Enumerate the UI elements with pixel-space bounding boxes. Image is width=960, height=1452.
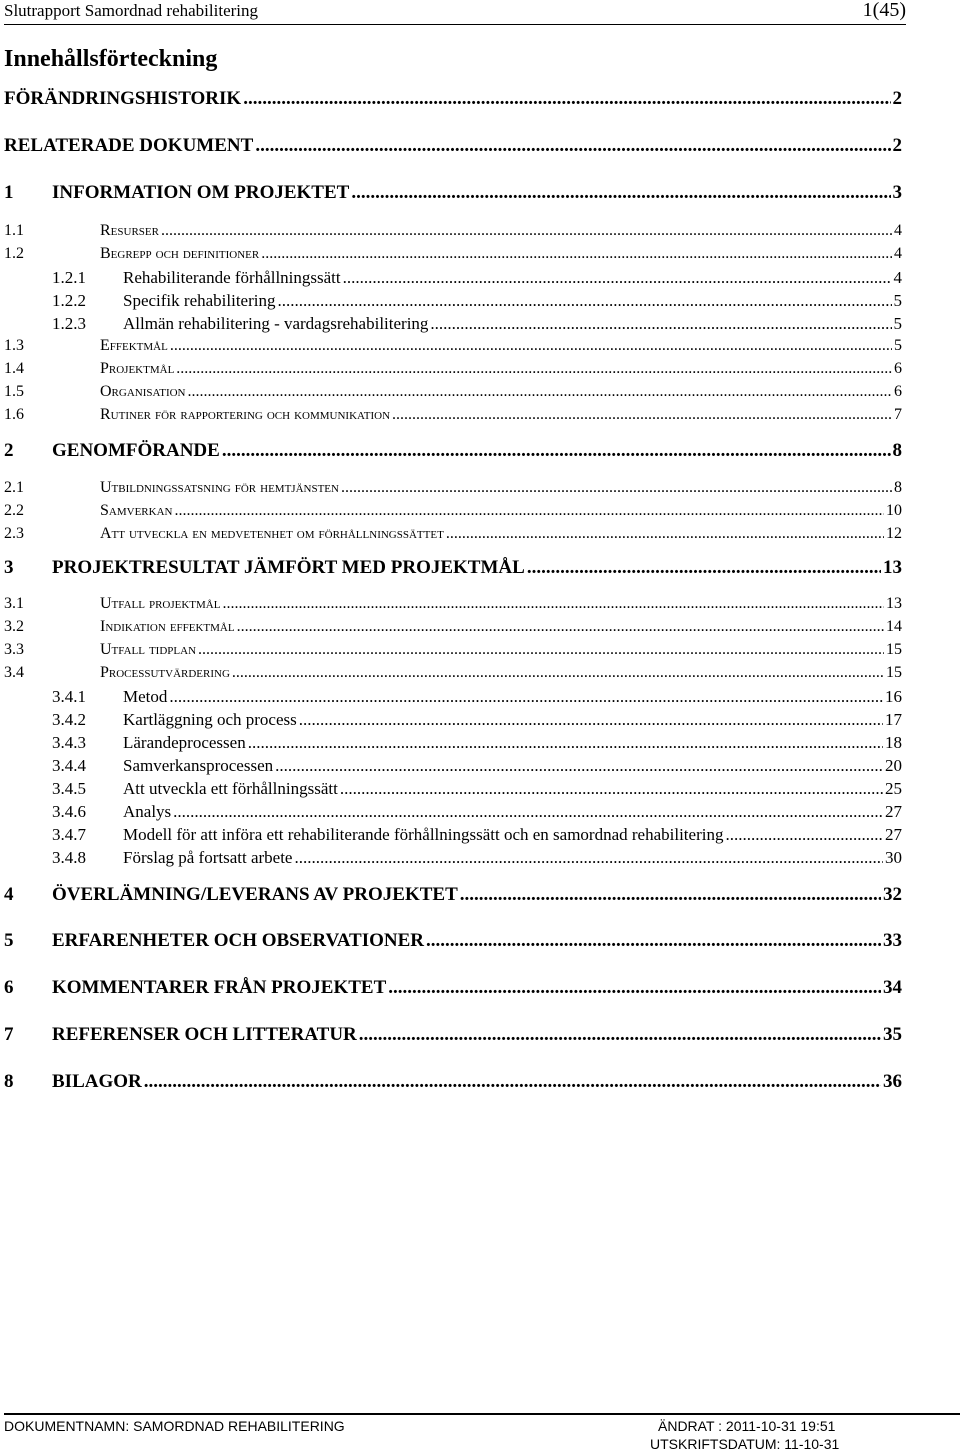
dot-leader [232, 664, 884, 682]
toc-entry-page: 4 [894, 222, 902, 239]
toc-entry-number: 2.1 [4, 479, 24, 496]
dot-leader [173, 802, 883, 822]
toc-entry-page: 4 [894, 245, 902, 262]
dot-leader [170, 337, 892, 355]
dot-leader [527, 557, 881, 579]
dot-leader [161, 222, 892, 240]
toc-entry-number: 3.1 [4, 595, 24, 612]
dot-leader [222, 440, 891, 462]
dot-leader [174, 502, 884, 520]
toc-entry-label: Analys [123, 802, 172, 821]
toc-entry-page: 5 [894, 337, 902, 354]
toc-entry-number: 3.4.1 [52, 687, 86, 706]
toc-entry-page: 13 [883, 557, 902, 578]
toc-entry-page: 13 [886, 595, 902, 612]
dot-leader [176, 360, 892, 378]
toc-entry-label: Organisation [100, 383, 186, 400]
toc-entry-label: PROJEKTRESULTAT JÄMFÖRT MED PROJEKTMÅL [52, 557, 525, 578]
toc-entry-label: Utfall tidplan [100, 641, 197, 658]
toc-entry-page: 12 [886, 525, 902, 542]
dot-leader [275, 756, 883, 776]
toc-entry-number: 1.6 [4, 406, 24, 423]
toc-entry-number: 3.3 [4, 641, 24, 658]
toc-entry-number: 3.4.8 [52, 848, 86, 867]
dot-leader [446, 525, 884, 543]
toc-entry-label: Indikation effektmål [100, 618, 235, 635]
toc-entry-label: Effektmål [100, 337, 168, 354]
toc-entry-number: 3 [4, 557, 14, 578]
toc-entry-label: RELATERADE DOKUMENT [4, 135, 254, 156]
toc-entry-label: Att utveckla ett förhållningssätt [123, 779, 338, 798]
toc-entry-number: 5 [4, 930, 14, 951]
toc-entry-label: Utfall projektmål [100, 595, 221, 612]
toc-entry-label: Allmän rehabilitering - vardagsrehabilitering [123, 314, 429, 333]
dot-leader [299, 710, 883, 730]
toc-entry-label: Samverkansprocessen [123, 756, 274, 775]
toc-entry-number: 2.3 [4, 525, 24, 542]
toc-entry-page: 20 [885, 756, 902, 775]
toc-entry-number: 1.3 [4, 337, 24, 354]
toc-entry-page: 8 [892, 440, 902, 461]
toc-entry-page: 33 [883, 930, 902, 951]
dot-leader [248, 733, 883, 753]
dot-leader [460, 884, 881, 906]
toc-entry-page: 27 [885, 825, 902, 844]
toc-entry-number: 3.4.4 [52, 756, 86, 775]
toc-entry-number: 3.4 [4, 664, 24, 681]
page-number: 1(45) [862, 0, 906, 21]
toc-entry-page: 6 [894, 383, 902, 400]
toc-entry-label: Att utveckla en medvetenhet om förhållningssättet [100, 525, 444, 542]
toc-entry-page: 15 [886, 641, 902, 658]
toc-entry-label: Utbildningssatsning för hemtjänsten [100, 479, 339, 496]
toc-entry-page: 16 [885, 687, 902, 706]
dot-leader [198, 641, 884, 659]
toc-entry-number: 4 [4, 884, 14, 905]
toc-entry-label: Projektmål [100, 360, 175, 377]
dot-leader [725, 825, 883, 845]
toc-entry-number: 3.4.2 [52, 710, 86, 729]
toc-entry-label: REFERENSER OCH LITTERATUR [52, 1024, 357, 1045]
toc-entry-number: 1 [4, 182, 14, 203]
toc-entry-page: 25 [885, 779, 902, 798]
dot-leader [430, 314, 891, 334]
toc-entry-number: 2 [4, 440, 14, 461]
toc-entry-page: 35 [883, 1024, 902, 1045]
toc-entry-label: Begrepp och definitioner [100, 245, 260, 262]
toc-entry-page: 14 [886, 618, 902, 635]
toc-entry-label: GENOMFÖRANDE [52, 440, 220, 461]
toc-entry-page: 6 [894, 360, 902, 377]
toc-entry-page: 7 [894, 406, 902, 423]
dot-leader [294, 848, 883, 868]
toc-entry-page: 5 [893, 291, 902, 310]
toc-entry-number: 8 [4, 1071, 14, 1092]
footer-print-date: UTSKRIFTSDATUM: 11-10-31 [650, 1436, 840, 1452]
toc-entry-label: Kartläggning och process [123, 710, 297, 729]
dot-leader [426, 930, 881, 952]
toc-entry-page: 32 [883, 884, 902, 905]
toc-entry-page: 36 [883, 1071, 902, 1092]
toc-entry-page: 10 [886, 502, 902, 519]
toc-entry-label: Modell för att införa ett rehabiliterande förhållningssätt och en samordnad rehabilitering [123, 825, 724, 844]
dot-leader [388, 977, 881, 999]
toc-entry-page: 15 [886, 664, 902, 681]
toc-entry-number: 3.4.3 [52, 733, 86, 752]
toc-entry-number: 1.5 [4, 383, 24, 400]
document-title: Slutrapport Samordnad rehabilitering [4, 1, 258, 20]
toc-entry-label: Resurser [100, 222, 159, 239]
dot-leader [277, 291, 891, 311]
toc-entry-label: ERFARENHETER OCH OBSERVATIONER [52, 930, 425, 951]
toc-entry-page: 2 [892, 135, 902, 156]
dot-leader [359, 1024, 881, 1046]
dot-leader [222, 595, 884, 613]
dot-leader [169, 687, 883, 707]
toc-entry-page: 34 [883, 977, 902, 998]
dot-leader [392, 406, 892, 424]
toc-entry-number: 1.2.3 [52, 314, 86, 333]
dot-leader [255, 135, 890, 157]
toc-entry-label: FÖRÄNDRINGSHISTORIK [4, 88, 242, 109]
toc-entry-page: 3 [892, 182, 902, 203]
toc-entry-page: 8 [894, 479, 902, 496]
toc-entry-label: Specifik rehabilitering [123, 291, 276, 310]
footer-document-name: DOKUMENTNAMN: SAMORDNAD REHABILITERING [4, 1418, 345, 1434]
toc-entry-label: BILAGOR [52, 1071, 142, 1092]
toc-entry-number: 6 [4, 977, 14, 998]
toc-entry-number: 7 [4, 1024, 14, 1045]
toc-entry-label: ÖVERLÄMNING/LEVERANS AV PROJEKTET [52, 884, 458, 905]
toc-entry-page: 4 [893, 268, 902, 287]
footer-changed-date: ÄNDRAT : 2011-10-31 19:51 [658, 1418, 836, 1434]
toc-entry-page: 5 [893, 314, 902, 333]
toc-entry-label: Lärandeprocessen [123, 733, 246, 752]
toc-entry-label: INFORMATION OM PROJEKTET [52, 182, 350, 203]
toc-entry-number: 1.4 [4, 360, 24, 377]
toc-entry-number: 1.1 [4, 222, 24, 239]
toc-entry-number: 3.4.6 [52, 802, 86, 821]
dot-leader [343, 268, 892, 288]
toc-entry-label: Rehabiliterande förhållningssätt [123, 268, 341, 287]
toc-entry-label: Metod [123, 687, 168, 706]
dot-leader [188, 383, 893, 401]
dot-leader [144, 1071, 881, 1093]
toc-entry-label: Samverkan [100, 502, 173, 519]
toc-entry-label: Processutvärdering [100, 664, 230, 681]
toc-entry-number: 1.2 [4, 245, 24, 262]
dot-leader [340, 779, 883, 799]
toc-entry-label: KOMMENTARER FRÅN PROJEKTET [52, 977, 387, 998]
toc-entry-number: 3.4.7 [52, 825, 86, 844]
toc-heading: Innehållsförteckning [4, 46, 218, 72]
toc-entry-number: 1.2.2 [52, 291, 86, 310]
toc-entry-number: 3.2 [4, 618, 24, 635]
toc-entry-number: 2.2 [4, 502, 24, 519]
dot-leader [351, 182, 890, 204]
toc-entry-page: 27 [885, 802, 902, 821]
toc-entry-number: 3.4.5 [52, 779, 86, 798]
dot-leader [243, 88, 890, 110]
dot-leader [341, 479, 892, 497]
toc-entry-page: 2 [892, 88, 902, 109]
toc-entry-number: 1.2.1 [52, 268, 86, 287]
toc-entry-page: 17 [885, 710, 902, 729]
toc-entry-label: Förslag på fortsatt arbete [123, 848, 293, 867]
toc-entry-page: 18 [885, 733, 902, 752]
dot-leader [261, 245, 892, 263]
toc-entry-page: 30 [885, 848, 902, 867]
toc-entry-label: Rutiner för rapportering och kommunikation [100, 406, 391, 423]
page-footer [4, 1413, 960, 1452]
dot-leader [237, 618, 884, 636]
